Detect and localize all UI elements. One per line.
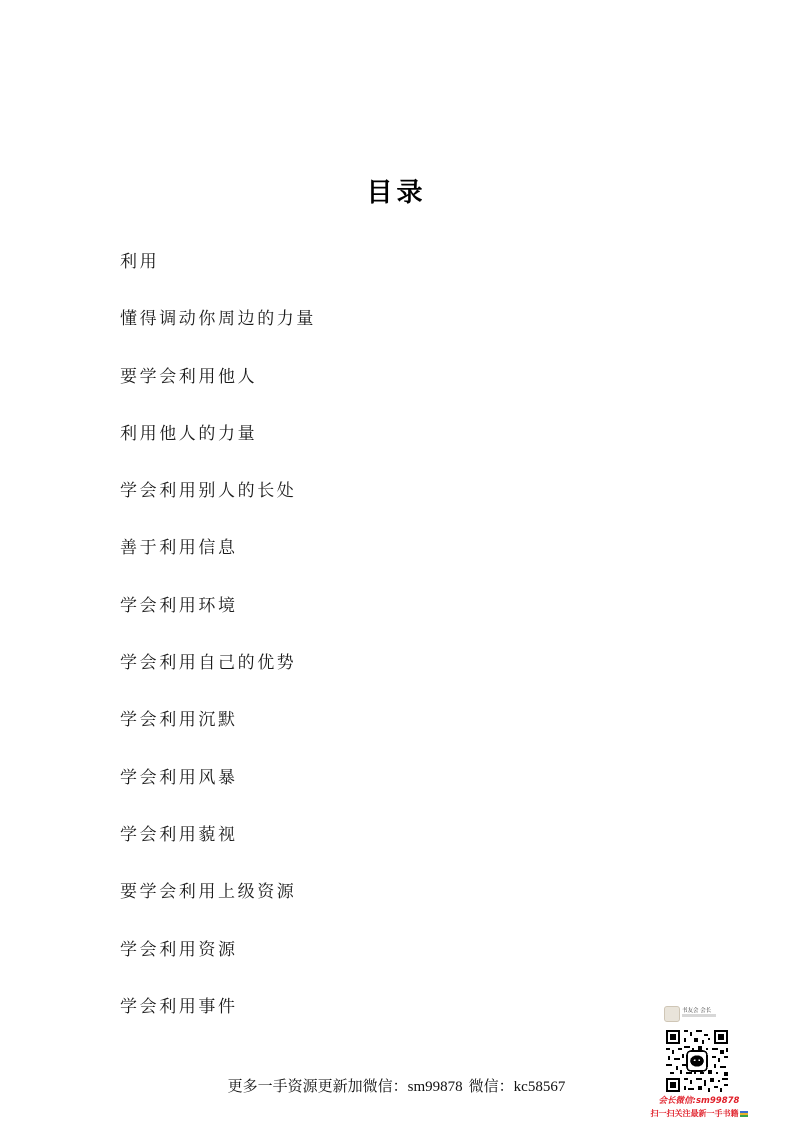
toc-item-8[interactable]: 学会利用自己的优势: [120, 653, 297, 674]
books-icon: [740, 1111, 748, 1117]
qr-code-icon[interactable]: [664, 1028, 730, 1094]
qr-caption-wechat: 会长微信:sm99878: [658, 1096, 740, 1106]
toc-item-1[interactable]: 利用: [120, 252, 160, 272]
toc-item-13[interactable]: 学会利用资源: [120, 939, 238, 960]
toc-item-11[interactable]: 学会利用藐视: [120, 824, 238, 845]
toc-item-12[interactable]: 要学会利用上级资源: [120, 882, 297, 903]
avatar: [664, 1006, 680, 1022]
qr-caption-scan-text: 扫一扫关注最新一手书籍: [650, 1109, 739, 1118]
qr-badge-header: [664, 1004, 744, 1022]
qr-caption-scan: [640, 1108, 758, 1119]
toc-item-9[interactable]: 学会利用沉默: [120, 710, 238, 731]
page-title: 目录: [366, 178, 427, 208]
qr-header-subline: [682, 1014, 716, 1017]
toc-item-5[interactable]: 学会利用别人的长处: [120, 481, 297, 502]
toc-item-4[interactable]: 利用他人的力量: [120, 423, 258, 444]
table-of-contents: [120, 250, 316, 1052]
toc-item-2[interactable]: 懂得调动你周边的力量: [120, 309, 316, 330]
toc-item-10[interactable]: 学会利用风暴: [120, 767, 238, 788]
footer-text-1: 更多一手资源更新加微信：sm99878: [227, 1079, 463, 1095]
qr-badge: [640, 1002, 758, 1120]
toc-item-3[interactable]: 要学会利用他人: [120, 366, 258, 387]
toc-item-6[interactable]: 善于利用信息: [120, 538, 238, 559]
footer-text-2: 微信：kc58567: [468, 1079, 566, 1095]
toc-item-7[interactable]: 学会利用环境: [120, 595, 238, 616]
qr-header-label: 书友会 会长: [682, 1008, 712, 1014]
toc-item-14[interactable]: 学会利用事件: [120, 996, 238, 1017]
